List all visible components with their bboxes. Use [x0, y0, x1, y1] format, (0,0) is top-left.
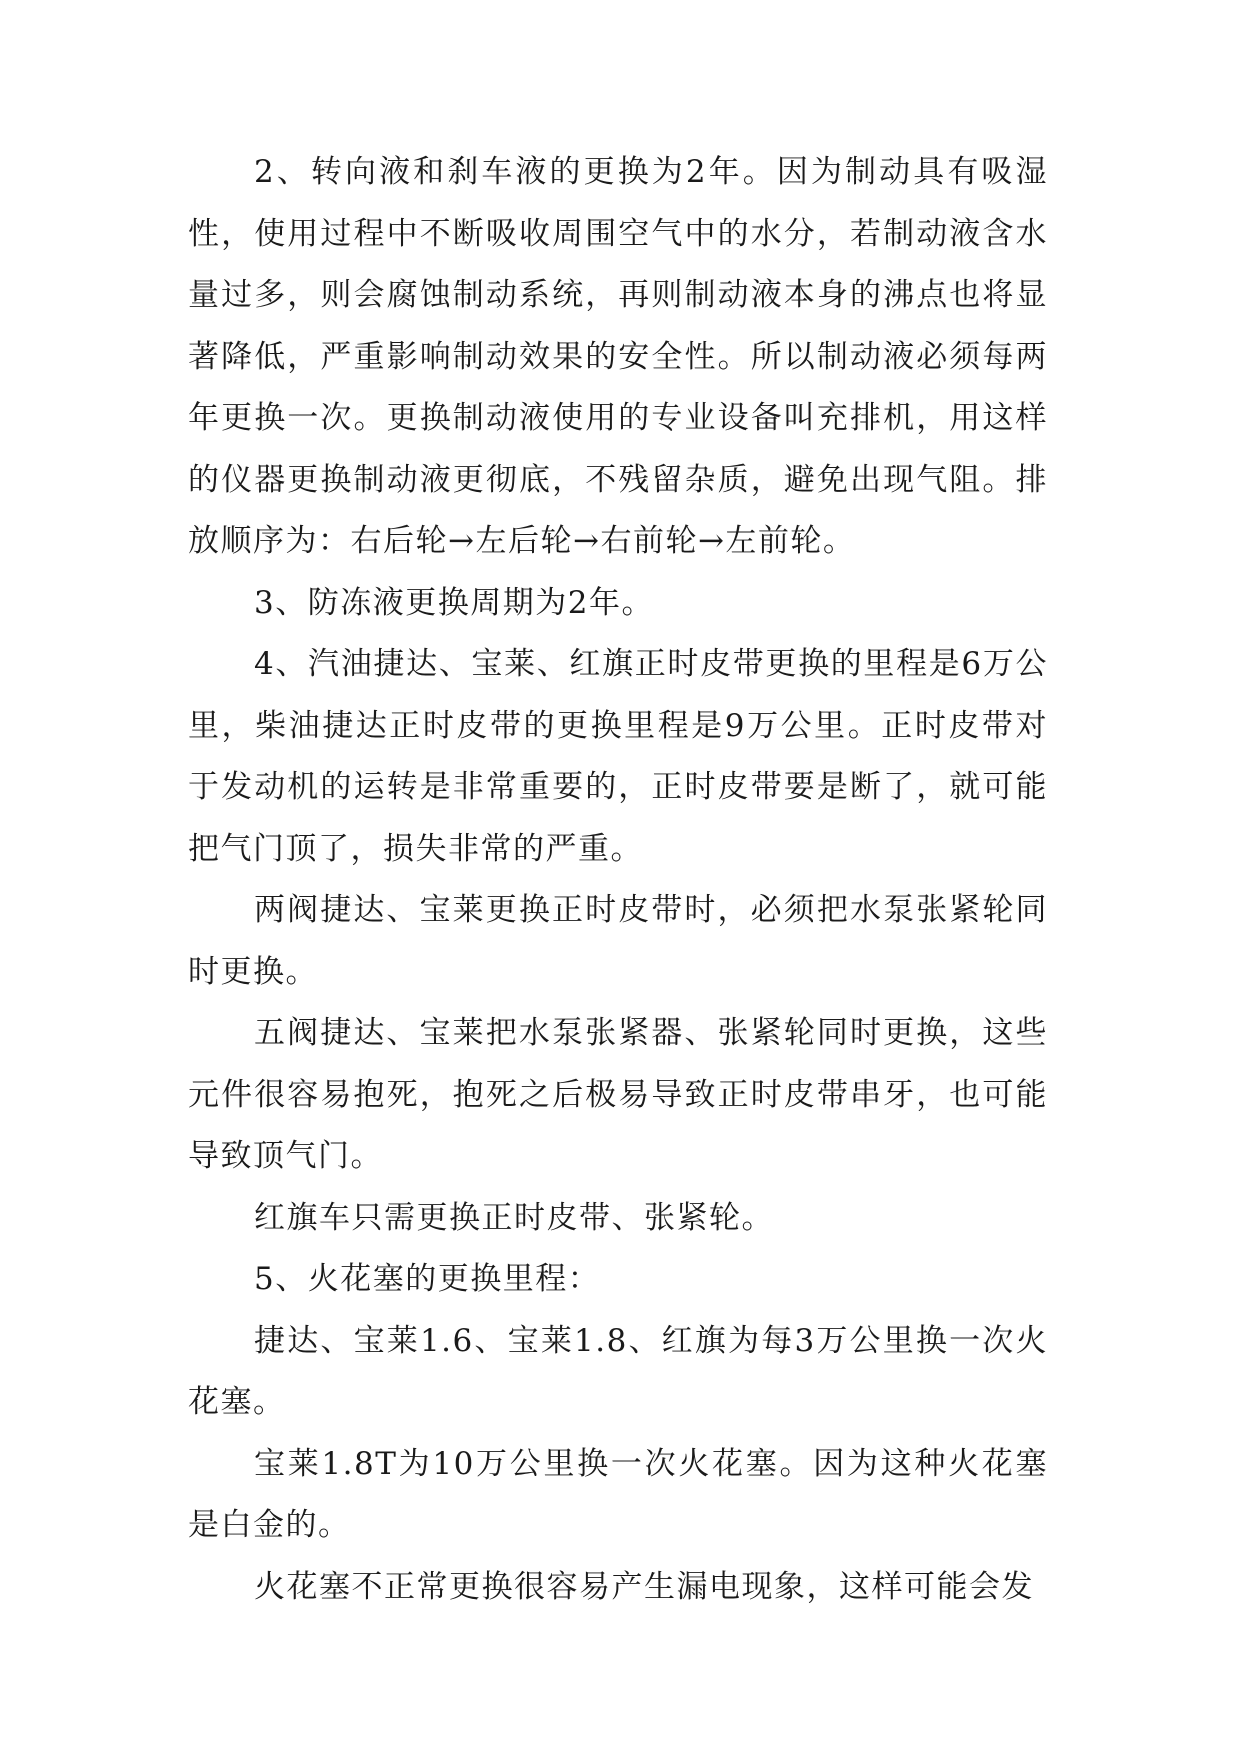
paragraph-spark-plug-heading: 5、火花塞的更换里程：: [254, 1261, 601, 1297]
paragraph-antifreeze: 3、防冻液更换周期为2年。: [254, 584, 654, 621]
paragraph-timing-belt: 4、汽油捷达、宝莱、红旗正时皮带更换的里程是6万公里，柴油捷达正时皮带的更换里程是9万公里。正时皮带对于发动机的运转是非常重要的，正时皮带要是断了，就可能把气门顶了，损失非常的严重。: [188, 646, 1048, 867]
paragraph-spark-plug-leak: 火花塞不正常更换很容易产生漏电现象，这样可能会发: [254, 1568, 1034, 1605]
paragraph-hongqi: 红旗车只需更换正时皮带、张紧轮。: [254, 1199, 774, 1236]
paragraph-spark-plug-18t: 宝莱1.8T为10万公里换一次火花塞。因为这种火花塞是白金的。: [188, 1445, 1048, 1543]
paragraph-two-valve: 两阀捷达、宝莱更换正时皮带时，必须把水泵张紧轮同时更换。: [188, 892, 1048, 990]
paragraph-five-valve: 五阀捷达、宝莱把水泵张紧器、张紧轮同时更换，这些元件很容易抱死，抱死之后极易导致正时皮带串牙，也可能导致顶气门。: [188, 1015, 1048, 1174]
paragraph-spark-plug-jetta: 捷达、宝莱1.6、宝莱1.8、红旗为每3万公里换一次火花塞。: [188, 1322, 1048, 1420]
paragraph-brake-fluid: 2、转向液和刹车液的更换为2年。因为制动具有吸湿性，使用过程中不断吸收周围空气中的水分，若制动液含水量过多，则会腐蚀制动系统，再则制动液本身的沸点也将显著降低，严重影响制动效果的安全性。所以制动液必须每两年更换一次。更换制动液使用的专业设备叫充排机，用这样的仪器更换制动液更彻底，不残留杂质，避免出现气阻。排放顺序为：右后轮→左后轮→右前轮→左前轮。: [188, 154, 1048, 559]
document-body: [188, 142, 1048, 1618]
